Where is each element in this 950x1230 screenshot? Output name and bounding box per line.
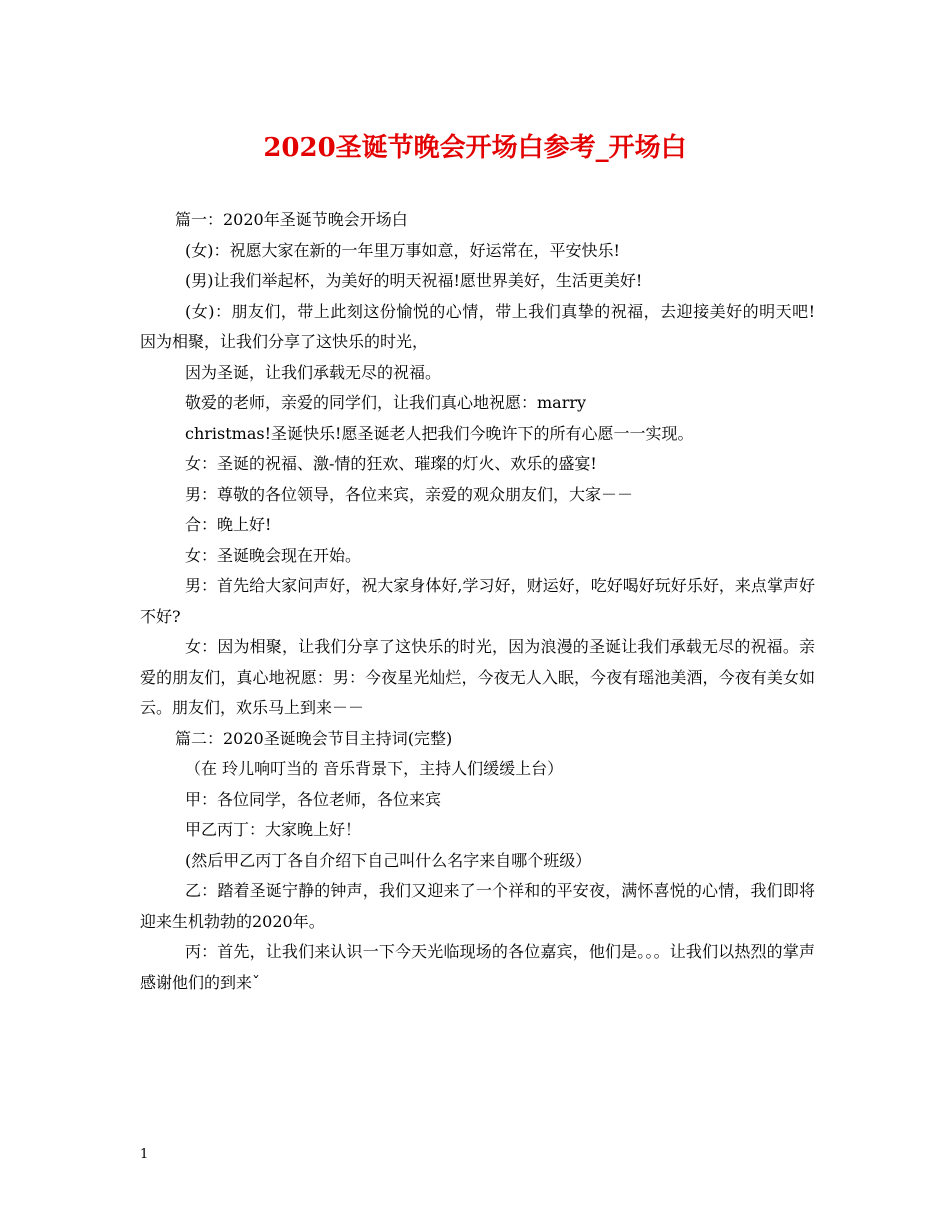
page-title: 2020圣诞节晚会开场白参考_开场白 bbox=[263, 133, 687, 163]
paragraph-10: 合：晚上好! bbox=[185, 515, 272, 534]
paragraph-20: 丙：首先，让我们来认识一下今天光临现场的各位嘉宾，他们是。。。让我们以热烈的掌声感谢他们的到来ˇ bbox=[140, 942, 815, 992]
paragraph-11: 女：圣诞晚会现在开始。 bbox=[185, 545, 362, 565]
document-body bbox=[140, 205, 815, 998]
paragraph-1: 篇一：2020年圣诞节晚会开场白 bbox=[175, 210, 408, 229]
paragraph-5: 因为圣诞，让我们承载无尽的祝福。 bbox=[185, 362, 442, 382]
paragraph-17: 甲乙丙丁：大家晚上好！ bbox=[185, 820, 362, 839]
paragraph-6: 敬爱的老师，亲爱的同学们，让我们真心地祝愿：marry bbox=[185, 393, 587, 412]
paragraph-9: 男：尊敬的各位领导，各位来宾，亲爱的观众朋友们，大家－－ bbox=[185, 484, 634, 504]
paragraph-7: christmas!圣诞快乐!愿圣诞老人把我们今晚许下的所有心愿一一实现。 bbox=[185, 423, 694, 443]
paragraph-16: 甲：各位同学，各位老师，各位来宾 bbox=[185, 789, 442, 809]
paragraph-19: 乙：踏着圣诞宁静的钟声，我们又迎来了一个祥和的平安夜，满怀喜悦的心情，我们即将迎来生机勃勃的2020年。 bbox=[140, 881, 815, 931]
paragraph-13: 女：因为相聚，让我们分享了这快乐的时光，因为浪漫的圣诞让我们承载无尽的祝福。亲爱的朋友们，真心地祝愿：男：今夜星光灿烂，今夜无人入眠，今夜有瑶池美酒，今夜有美女如云。朋友们，欢乐马上到来－－ bbox=[140, 637, 815, 717]
paragraph-3: (男)让我们举起杯，为美好的明天祝福!愿世界美好，生活更美好! bbox=[185, 271, 643, 290]
paragraph-14: 篇二：2020圣诞晚会节目主持词(完整) bbox=[175, 728, 453, 748]
paragraph-15: （在 玲儿响叮当的 音乐背景下，主持人们缓缓上台） bbox=[185, 759, 564, 778]
paragraph-18: (然后甲乙丙丁各自介绍下自己叫什么名字来自哪个班级） bbox=[185, 850, 592, 870]
paragraph-2: (女)：祝愿大家在新的一年里万事如意，好运常在，平安快乐! bbox=[185, 240, 620, 260]
page-number: 1 bbox=[140, 1147, 149, 1162]
paragraph-12: 男：首先给大家问声好，祝大家身体好,学习好，财运好，吃好喝好玩好乐好，来点掌声好不好? bbox=[140, 576, 815, 626]
paragraph-4: (女)：朋友们，带上此刻这份愉悦的心情，带上我们真挚的祝福，去迎接美好的明天吧! 因为相聚，让我们分享了这快乐的时光， bbox=[140, 301, 815, 351]
paragraph-8: 女：圣诞的祝福、激-情的狂欢、璀璨的灯火、欢乐的盛宴! bbox=[185, 454, 597, 473]
